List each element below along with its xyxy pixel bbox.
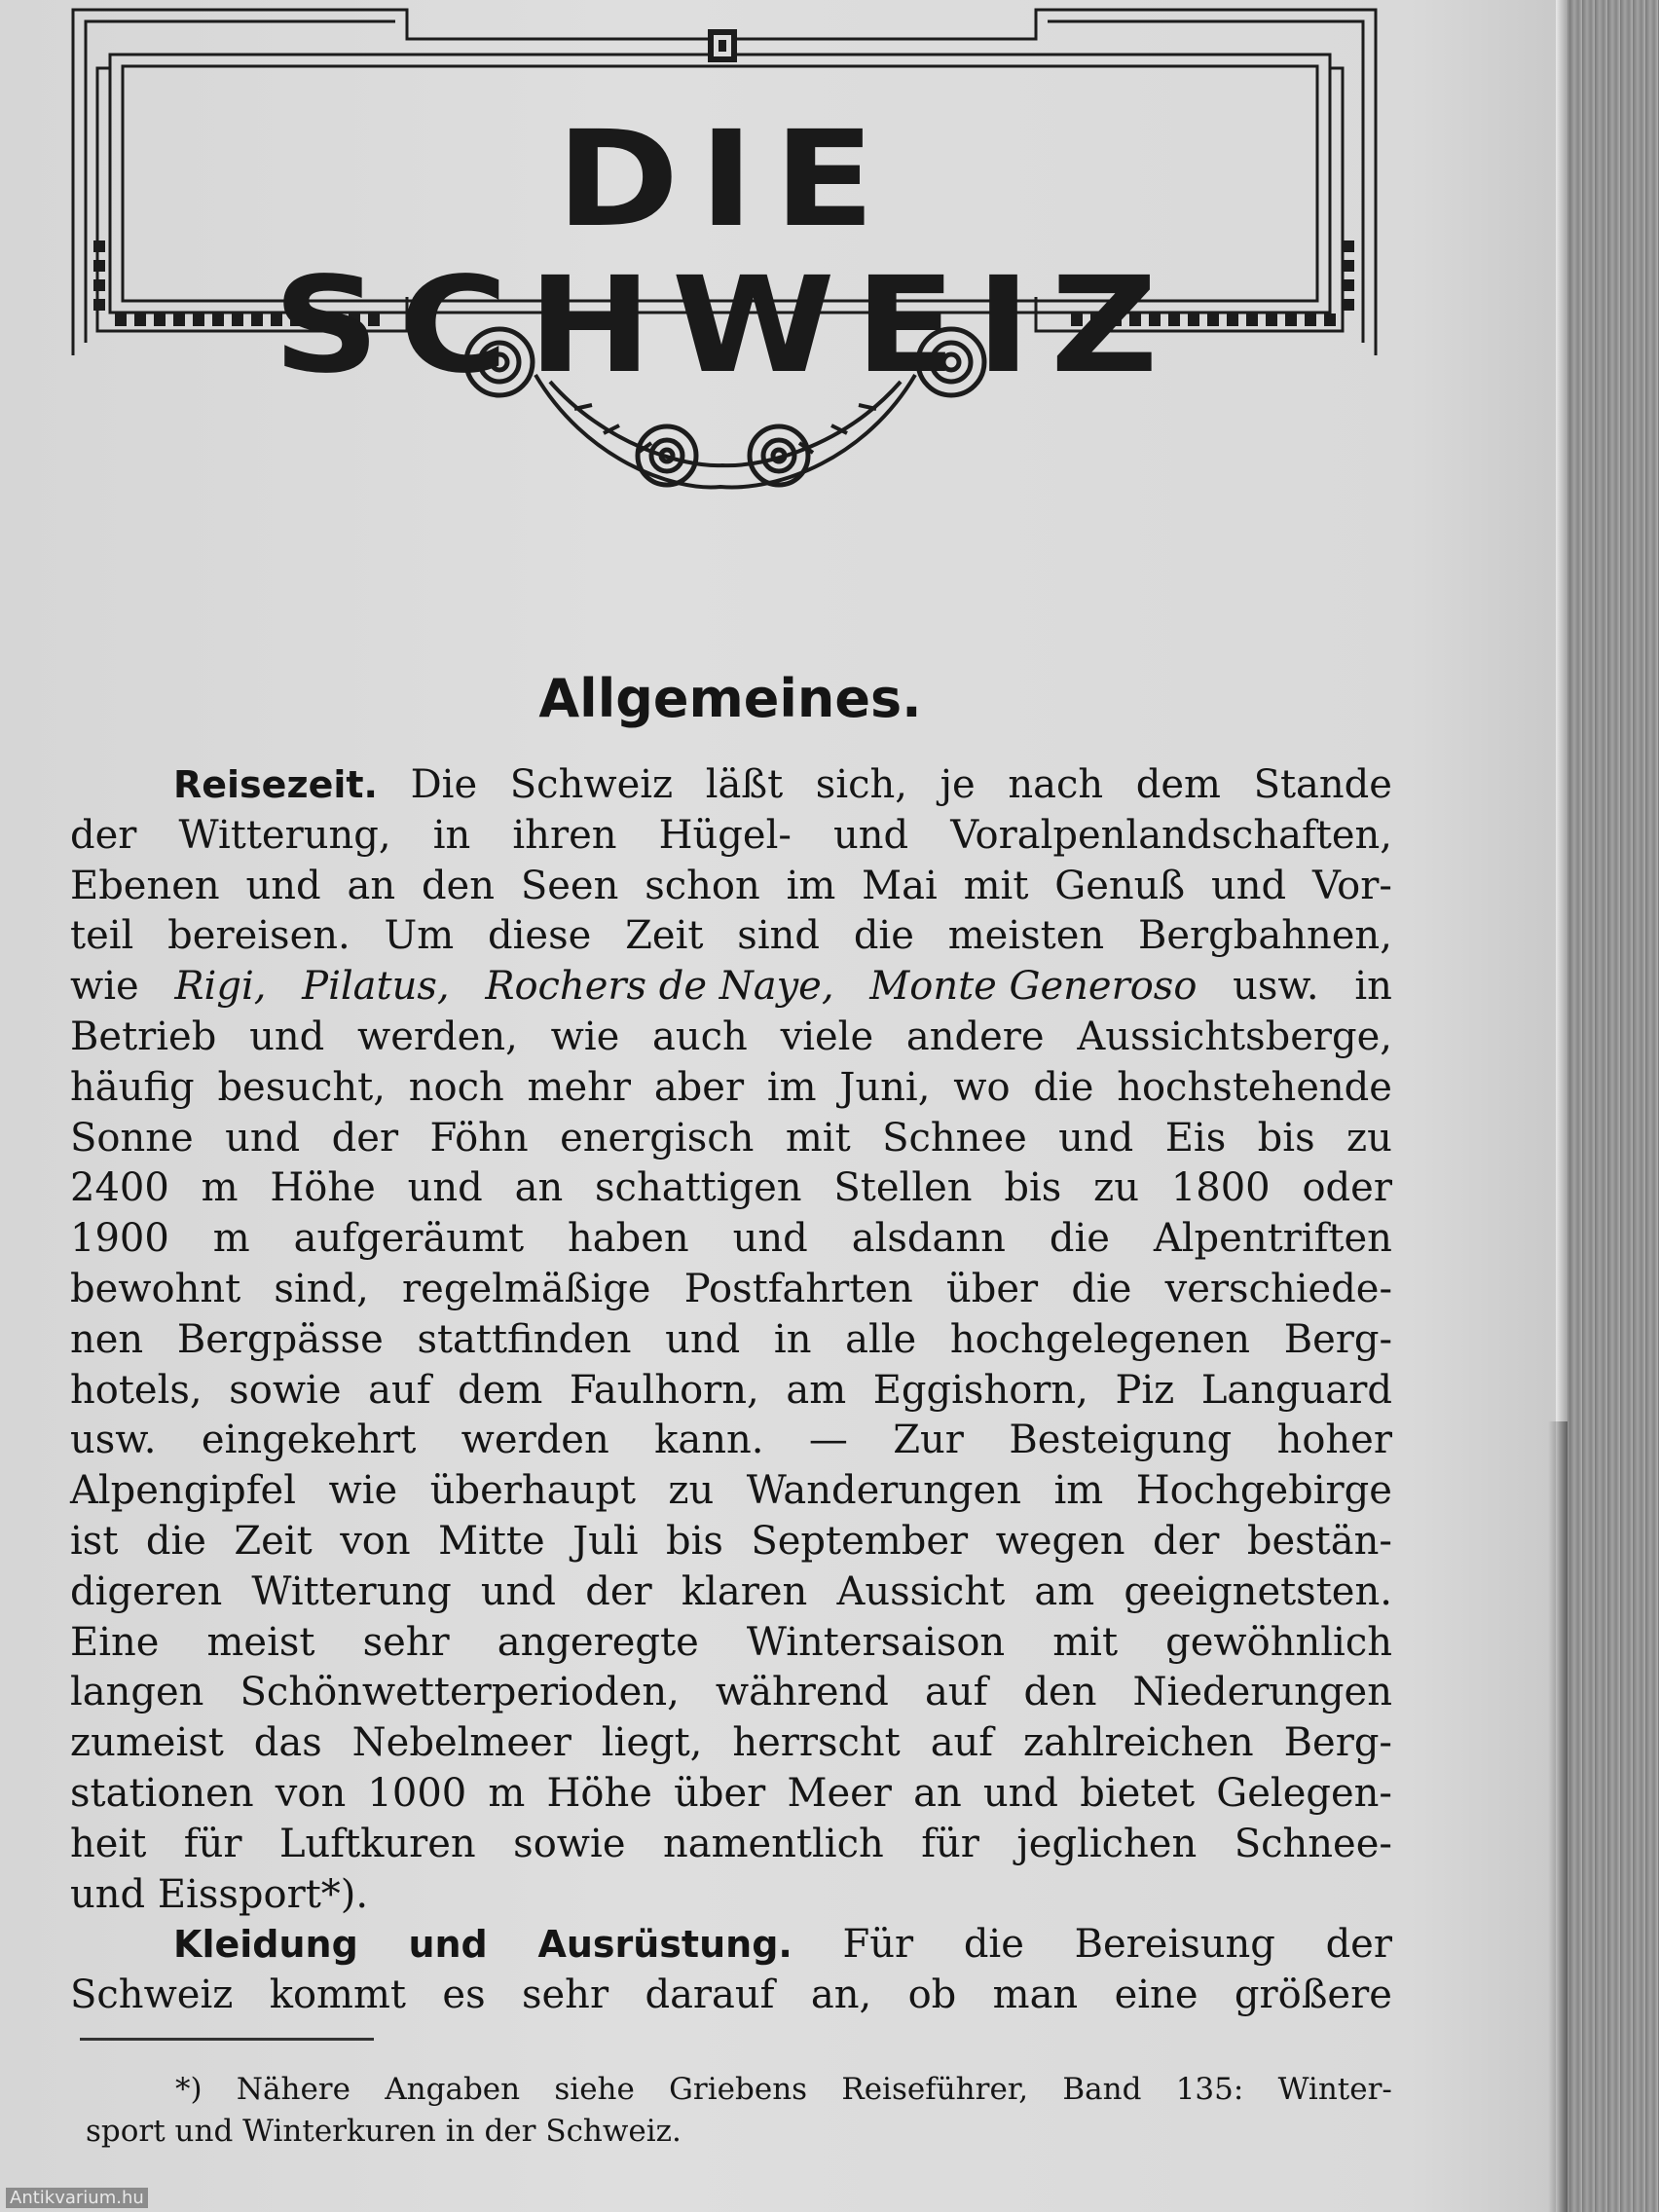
paragraph-lead-kleidung: Kleidung — [173, 1923, 358, 1967]
text-line-15: Alpengipfel wie überhaupt zu Wanderungen im Hochgebirge — [70, 1468, 1392, 1514]
text-line-24: Kleidung und Ausrüstung. Für die Bereisung der — [70, 1920, 1392, 1971]
text-line-21: stationen von 1000 m Höhe über Meer an und bietet Gelegen- — [70, 1770, 1392, 1816]
place-name: Rochers de Naye, — [485, 964, 834, 1010]
text-line-11: bewohnt sind, regelmäßige Postfahrten über die verschiede- — [70, 1266, 1392, 1311]
text-line-1: Reisezeit. Die Schweiz läßt sich, je nach dem Stande — [70, 760, 1392, 811]
text-line-17: digeren Witterung und der klaren Aussicht am geeignetsten. — [70, 1568, 1392, 1614]
book-spine-edge — [1569, 0, 1659, 2212]
text-line-7: häufig besucht, noch mehr aber im Juni, wo die hochstehende — [70, 1064, 1392, 1110]
place-name: Rigi, — [174, 964, 267, 1010]
text-line-5: wie Rigi, Pilatus, Rochers de Naye, Monte Generoso usw. in — [70, 962, 1392, 1013]
text-line-3: Ebenen und an den Seen schon im Mai mit Genuß und Vor- — [70, 863, 1392, 908]
text-line-14: usw. eingekehrt werden kann. — Zur Besteigung hoher — [70, 1418, 1392, 1463]
text-line-22: heit für Luftkuren sowie namentlich für jeglichen Schnee- — [70, 1821, 1392, 1866]
place-name: Pilatus, — [302, 964, 450, 1010]
text-line-16: ist die Zeit von Mitte Juli bis September wegen der bestän- — [70, 1518, 1392, 1564]
text-line-12: nen Bergpässe stattfinden und in alle hochgelegenen Berg- — [70, 1316, 1392, 1362]
text-line-13: hotels, sowie auf dem Faulhorn, am Eggishorn, Piz Languard — [70, 1367, 1392, 1413]
body-text — [70, 760, 1392, 2021]
place-name: Monte Generoso — [869, 964, 1198, 1010]
section-heading: Allgemeines. — [538, 668, 922, 729]
paragraph-lead-reisezeit: Reisezeit. — [173, 763, 378, 806]
text-line-25: Schweiz kommt es sehr darauf an, ob man eine größere — [70, 1972, 1392, 2018]
text-line-8: Sonne und der Föhn energisch mit Schnee und Eis bis zu — [70, 1115, 1392, 1161]
text-line-10: 1900 m aufgeräumt haben und alsdann die Alpentriften — [70, 1216, 1392, 1262]
footnote — [86, 2069, 1392, 2153]
page-shadow — [1548, 1421, 1567, 2212]
watermark: Antikvarium.hu — [6, 2188, 148, 2208]
text-line-9: 2400 m Höhe und an schattigen Stellen bis zu 1800 oder — [70, 1165, 1392, 1211]
text-line-4: teil bereisen. Um diese Zeit sind die meisten Bergbahnen, — [70, 913, 1392, 959]
text-line-20: zumeist das Nebelmeer liegt, herrscht auf zahlreichen Berg- — [70, 1720, 1392, 1766]
text-line-2: der Witterung, in ihren Hügel- und Voralpenlandschaften, — [70, 812, 1392, 858]
page-title: DIE SCHWEIZ — [273, 103, 1178, 403]
footnote-line-1: *) Nähere Angaben siehe Griebens Reiseführer, Band 135: Winter- — [175, 2072, 1392, 2107]
text-line-19: langen Schönwetterperioden, während auf den Niederungen — [70, 1670, 1392, 1715]
text-line-23: und Eissport*). — [70, 1871, 369, 1917]
text-line-6: Betrieb und werden, wie auch viele andere Aussichtsberge, — [70, 1014, 1392, 1059]
footnote-line-2: sport und Winterkuren in der Schweiz. — [86, 2114, 682, 2149]
text-line-18: Eine meist sehr angeregte Wintersaison mit gewöhnlich — [70, 1619, 1392, 1665]
footnote-divider — [80, 2038, 374, 2041]
